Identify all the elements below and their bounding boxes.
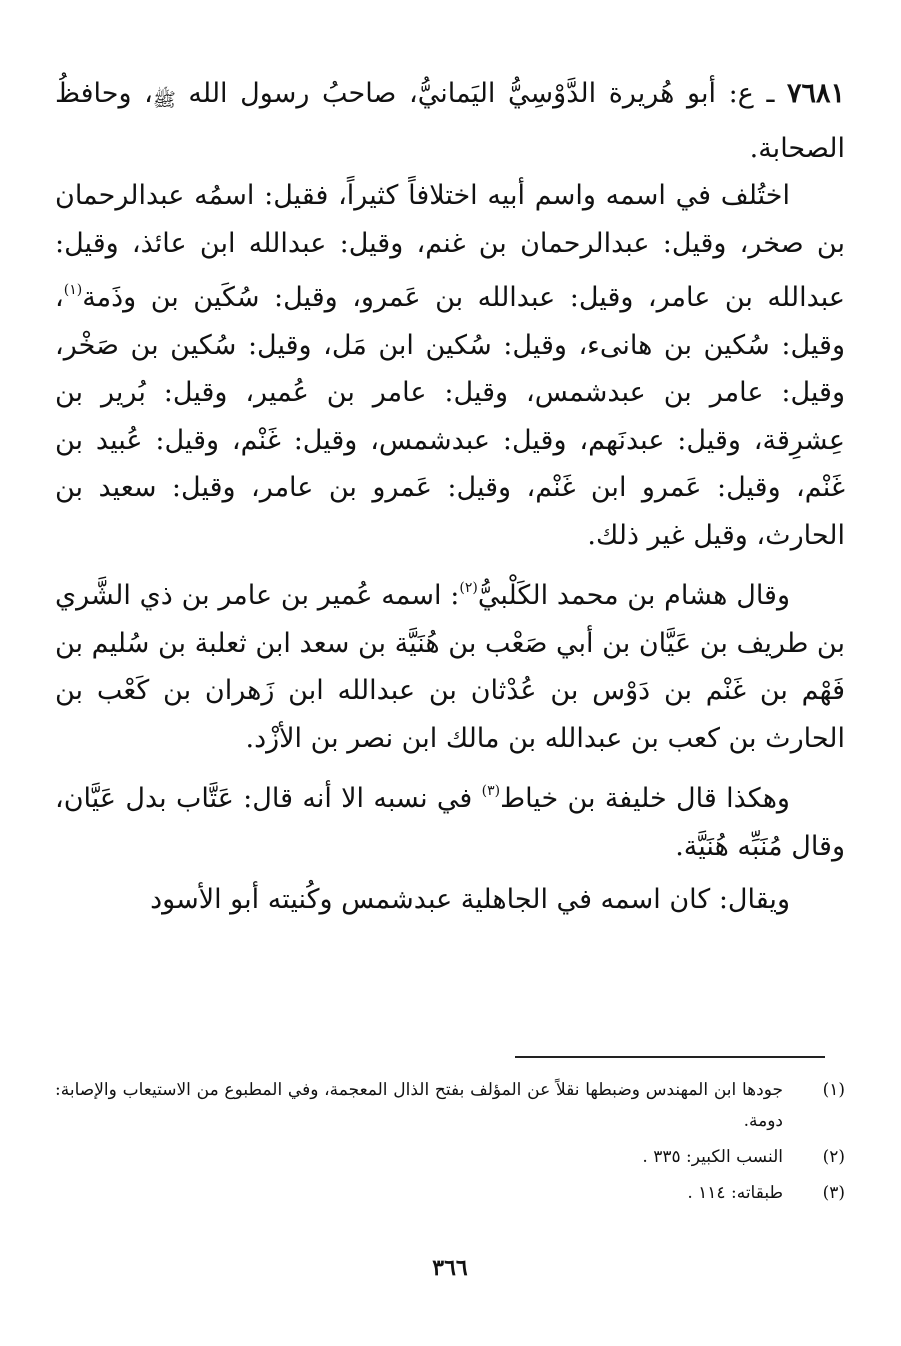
footnote-ref-1: (١): [63, 282, 83, 298]
footnote-divider: [515, 1056, 825, 1058]
footnote-text: جودها ابن المهندس وضبطها نقلاً عن المؤلف بفتح الذال المعجمة، وفي المطبوع من الاستيعاب والإصابة: دومة.: [55, 1080, 783, 1131]
paragraph-lineage-text-1: وقال هشام بن محمد الكَلْبيُّ: [477, 580, 790, 611]
footnote-number: (١): [822, 1080, 845, 1100]
page-number: ٣٦٦: [432, 1255, 468, 1281]
entry-number: ٧٦٨١: [786, 78, 845, 109]
main-text: [55, 70, 845, 924]
book-page: [55, 70, 845, 1281]
paragraph-jahiliyya: ويقال: كان اسمه في الجاهلية عبدشمس وكُنيته أبو الأسود: [150, 884, 790, 915]
paragraph-khalifa: [55, 768, 845, 870]
entry-title-end: ، وحافظُ الصحابة.: [55, 78, 845, 164]
footnote-ref-3: (٣): [481, 783, 501, 799]
footnote-number: (٢): [822, 1147, 845, 1167]
footnotes: [55, 1075, 845, 1214]
paragraph-names-text-2: ، وقيل: سُكين بن هانىء، وقيل: سُكين ابن مَل، وقيل: سُكين بن صَخْر، وقيل: عامر بن عبدشمس، وقيل: عامر بن عُمير، وقيل: بُرير بن عِشرِقة، وقيل: عبدنَهم، وقيل: عبدشمس، وقيل: غَنْم، وقيل: عُبيد بن غَنْم، وقيل: عَمرو ابن غَنْم، وقيل: عَمرو بن عامر، وقيل: سعيد بن الحارث، وقيل غير ذلك.: [55, 282, 845, 551]
paragraph-lineage-text-2: : اسمه عُمير بن عامر بن ذي الشَّري بن طريف بن عَيَّان بن أبي صَعْب بن هُنَيَّة بن سعد ابن ثعلبة بن سُليم بن فَهْم بن غَنْم بن دَوْس بن عُدْثان بن عبدالله ابن زَهران بن كَعْب بن الحارث بن كعب بن عبدالله بن مالك ابن نصر بن الأزْد.: [55, 580, 845, 754]
footnote-number: (٣): [822, 1183, 845, 1203]
paragraph-khalifa-text-1: وهكذا قال خليفة بن خياط: [500, 783, 790, 814]
footnote-2: [55, 1142, 845, 1173]
paragraph-lineage-kalbi: [55, 565, 845, 762]
footnote-1: [55, 1075, 845, 1137]
salla-glyph: ﷺ: [152, 89, 176, 111]
footnote-text: طبقاته: ١١٤ .: [687, 1183, 783, 1203]
entry-heading: [55, 70, 845, 172]
footnote-text: النسب الكبير: ٣٣٥ .: [642, 1147, 783, 1167]
footnote-3: [55, 1178, 845, 1209]
paragraph-names-text-1: اختُلف في اسمه واسم أبيه اختلافاً كثيراً، فقيل: اسمُه عبدالرحمان بن صخر، وقيل: عبدالرحمان بن غنم، وقيل: عبدالله ابن عائذ، وقيل: عبدالله بن عامر، وقيل: عبدالله بن عَمرو، وقيل: سُكَين بن وذَمة: [55, 180, 845, 313]
footnote-ref-2: (٢): [459, 580, 478, 596]
paragraph-khalifa-text-2: في نسبه الا أنه قال: عَتَّاب بدل عَيَّان، وقال مُنَبِّه هُنَيَّة.: [55, 783, 845, 862]
entry-title: ـ ع: أبو هُريرة الدَّوْسِيُّ اليَمانيُّ، صاحبُ رسول الله: [175, 78, 787, 109]
paragraph-names: [55, 172, 845, 559]
